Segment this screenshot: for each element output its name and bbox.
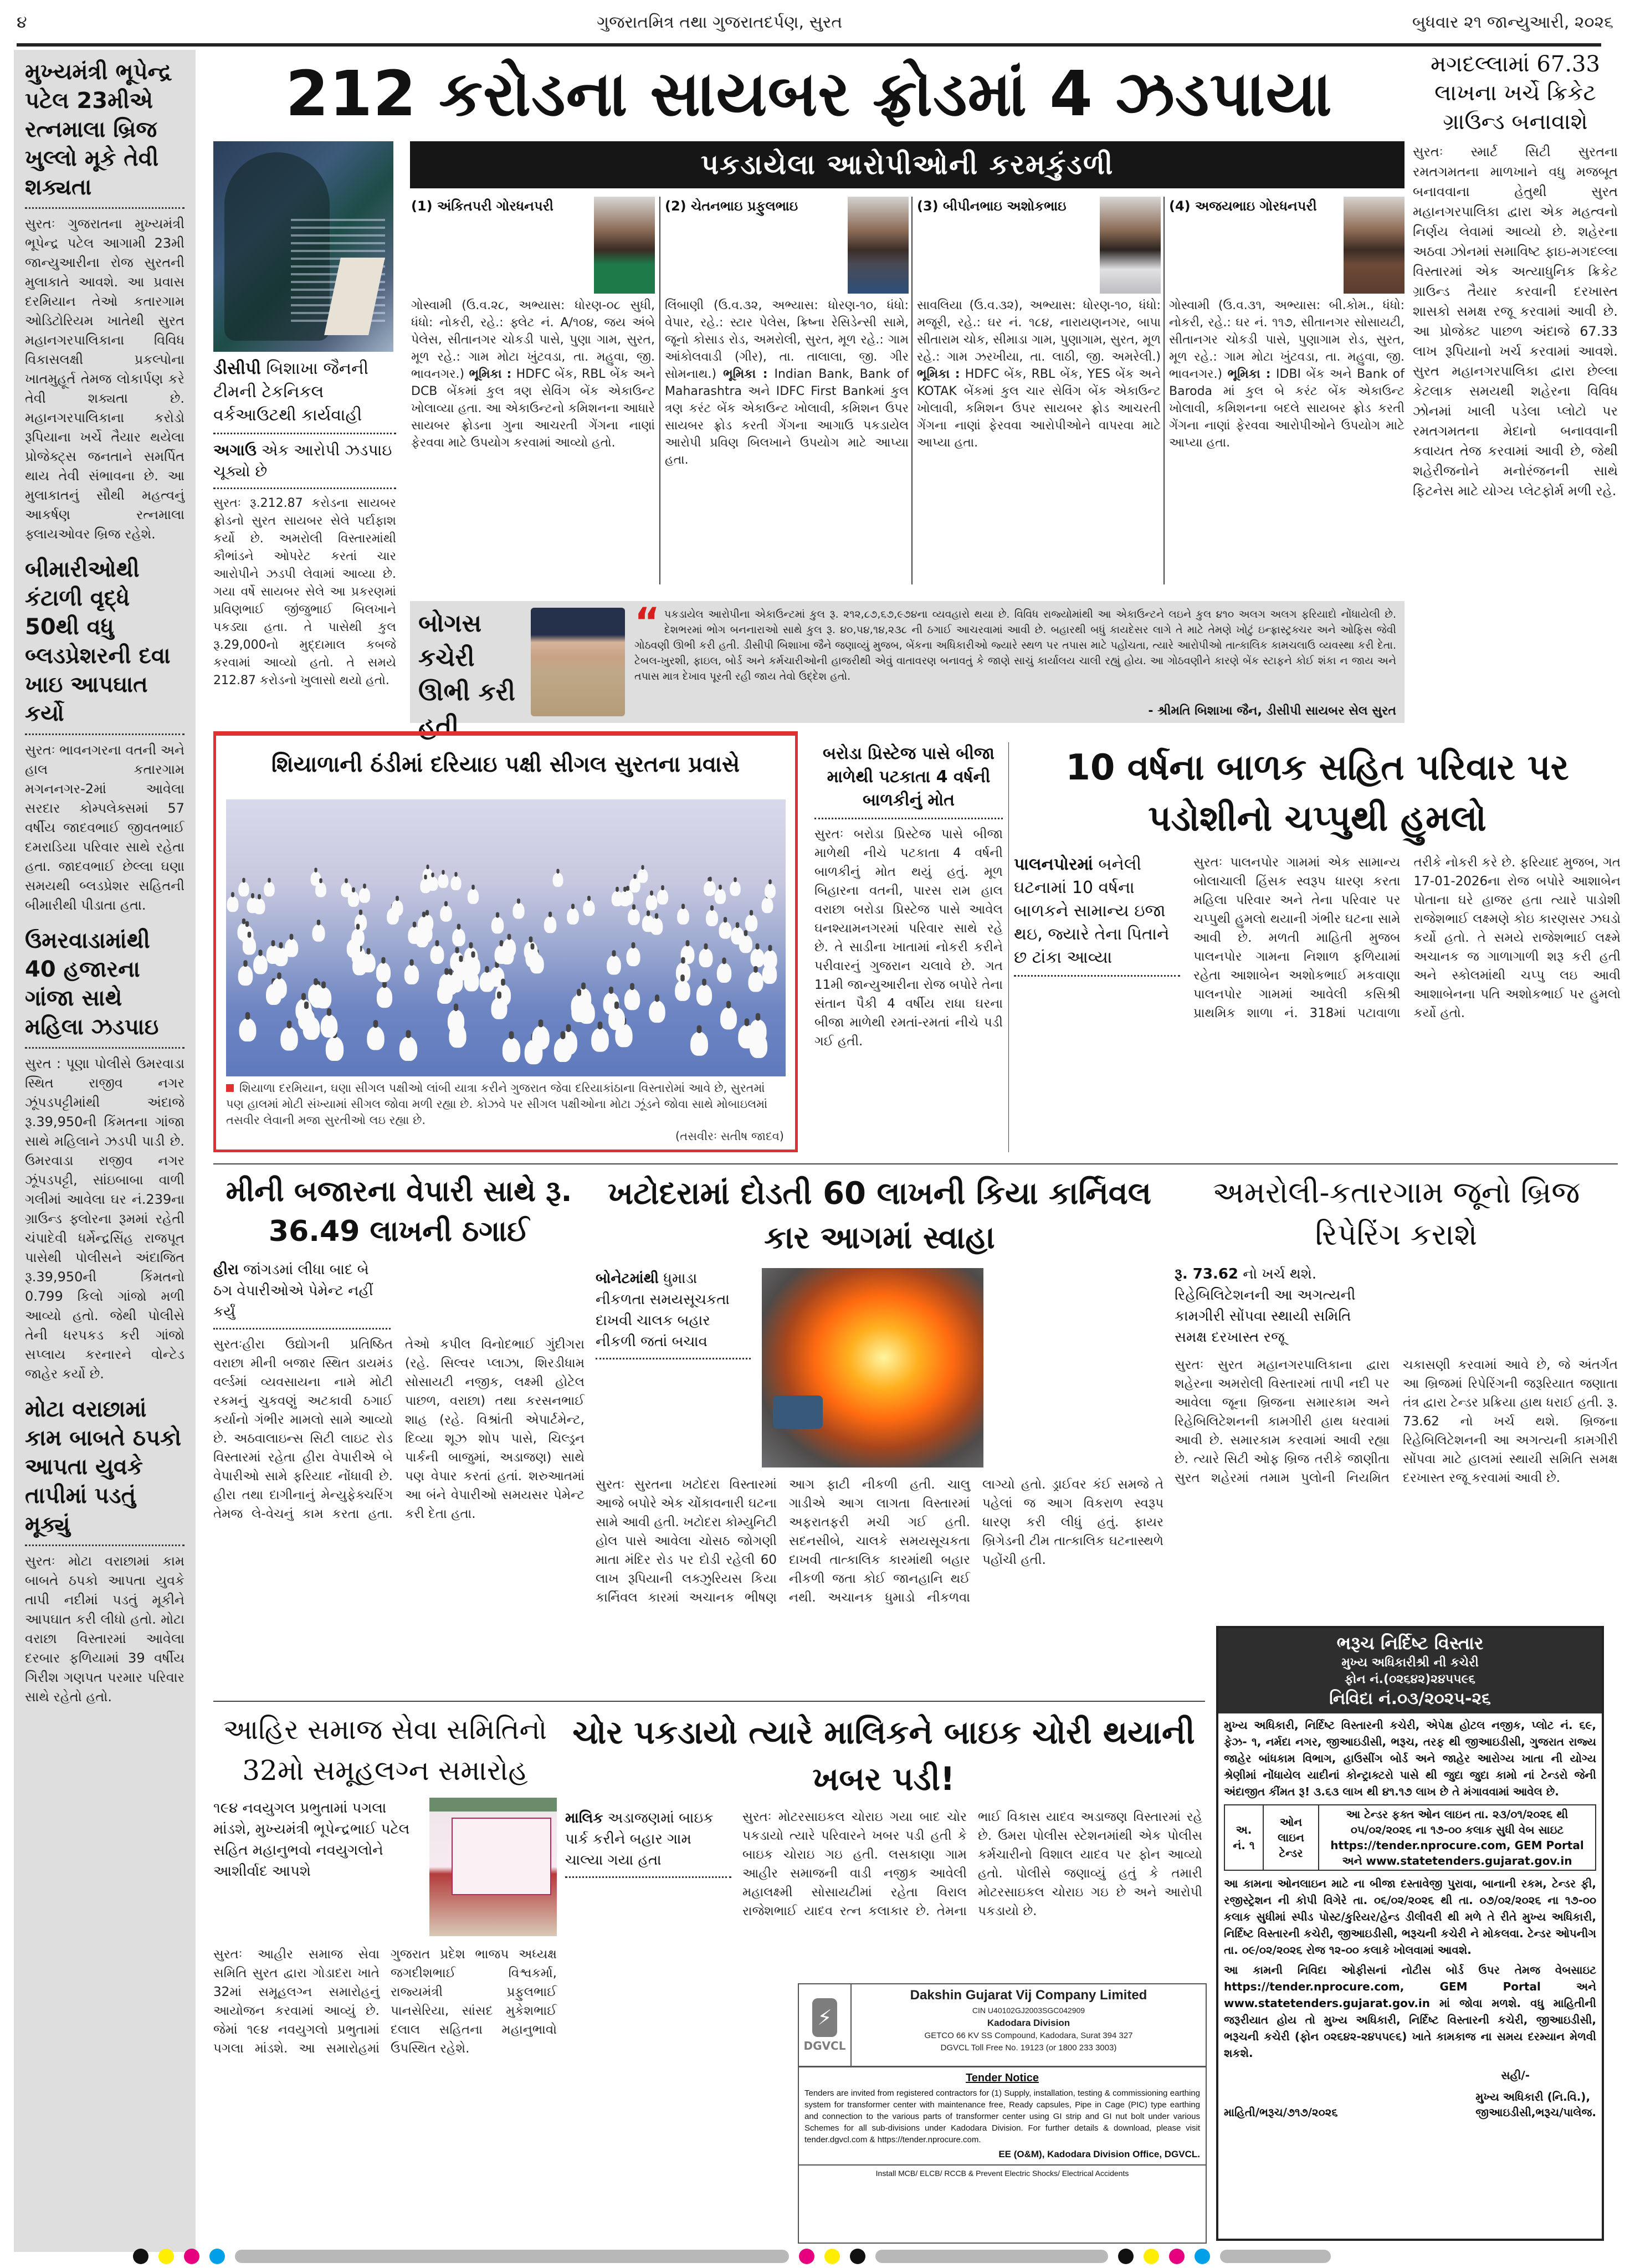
divider <box>596 1358 751 1359</box>
seagull-bird <box>238 966 253 986</box>
seagull-bird <box>285 938 298 957</box>
seagull-bird <box>677 908 689 925</box>
seagull-bird <box>376 962 391 982</box>
baroda-headline: બરોડા પ્રિસ્ટેજ પાસે બીજા માળેથી પટકાતા 4 વર્ષની બાળકીનું મોત <box>822 744 995 810</box>
seagull-bird <box>715 889 726 904</box>
seagull-bird <box>466 956 480 976</box>
seagull-bird <box>439 973 454 994</box>
seagull-bird <box>253 955 268 974</box>
seagull-bird <box>391 900 403 916</box>
divider <box>25 1545 184 1546</box>
reg-black <box>133 2249 148 2264</box>
seagull-bird <box>612 891 623 906</box>
family-headline: 10 વર્ષના બાળક સહિત પરિવાર પર પડોશીનો ચપ્પુથી હુમલો <box>1065 747 1569 839</box>
seagull-bird <box>408 926 421 944</box>
seagull-bird <box>271 978 287 999</box>
seagull-bird <box>315 882 326 897</box>
role-text: HDFC બેંક, RBL બેંક, YES બેંક અને KOTAK બેંકમાં કુલ ચાર સેવિંગ બેંક એકાઉન્ટ ખોલાવી, કમિશન ઉપર સાયબર ફ્રોડ આચરતી ગેંગના નાણાં ફેરવવા આરોપીઓને વાપરવા માટે આપ્યા હતા. <box>917 367 1161 450</box>
seagull-bird <box>399 1036 417 1061</box>
lightning-icon: ⚡ <box>812 1998 837 2037</box>
divider <box>213 433 396 434</box>
deck-lead: બોનેટમાંથી <box>596 1270 659 1287</box>
seagull-photo-feature <box>213 731 798 1152</box>
safety-footer: Install MCB/ ELCB/ RCCB & Prevent Electric Shocks/ Electrical Accidents <box>799 2164 1206 2181</box>
issue-date: બુધવાર ૨૧ જાન્યુઆરી, ૨૦૨૬ <box>1412 12 1613 32</box>
reg-bar <box>1220 2250 1331 2263</box>
accused-photo <box>1344 197 1405 294</box>
caption-lead: ડીસીપી <box>213 359 261 378</box>
column-divider <box>1008 742 1009 1152</box>
seagull-bird <box>479 971 494 992</box>
seagull-bird <box>448 1009 464 1032</box>
tender-number: નિવિદા નં.૦૩/૨૦૨૫-૨૬ <box>1329 1689 1491 1708</box>
seagull-photo <box>226 799 786 1076</box>
seagull-bird <box>738 1024 755 1048</box>
quote-text: પકડાયેલ આરોપીના એકાઉન્ટમાં કુલ રૂ. ૨૧૨,૮૭,૬૭,૯૭૪ના વ્યવહારો થયા છે. વિવિધ રાજ્યોમાંથી આ એકાઉન્ટને લઇને કુલ ૪૧૦ અલગ અલગ ફરિયાદો નોંધાયેલી છે. દેશભરમાં ભોગ બનનારાઓ સાથે કુલ રૂ. ૪૦,૫૪,૧૪,૨૩૮ ની ઠગાઈ આચરવામાં આવી છે. બહારથી બધું કાયદેસર લાગે તે માટે તેમણે ખોટું ઇન્ફ્રાસ્ટ્રક્ચર અને ઓફિસ જેવી ગોઠવણી ઊભી કરી હતી. ડીસીપી બિશાખા જૈને જણાવ્યું મુજબ, બેંકના અધિકારીઓ જ્યારે સ્થળ પર તપાસ માટે પહોંચતા, ત્યારે આરોપીઓ તાત્કાલિક કામચલાઉ વ્યવસ્થા કરી દેતા. ટેબલ-ખુરશી, ફાઇલ, બોર્ડ અને કર્મચારીઓની હાજરીથી એવું વાતાવરણ બનાવતું કે જાણે સાચું કાર્યાલય ચાલી રહ્યું હોય. આ ગોઠવણીને કારણે બેંક સ્ટાફને કોઈ શંકા ન જાય અને તપાસ માત્ર દેખાવ પૂરતી રહી જાય તેવો ઉદ્દેશ હતો. <box>634 608 1396 683</box>
side-note-lead: અગાઉ <box>213 441 257 459</box>
seagull-bird <box>238 882 249 897</box>
reg-black <box>850 2249 865 2264</box>
seagull-bird <box>749 972 763 992</box>
reg-yellow <box>1144 2249 1159 2264</box>
seagull-bird <box>571 994 587 1016</box>
accused-card-3 <box>917 197 1161 596</box>
deck-text: જાંગડમાં લીધા બાદ બે ઠગ વેપારીઓએ પેમેન્ટ નહીં કર્યું <box>213 1261 373 1320</box>
quote-mark-icon: “ <box>634 599 660 645</box>
deck-text: ધુમાડા નીકળતા સમયસૂચકતા દાખવી ચાલક બહાર નીકળી જતાં બચાવ <box>596 1270 730 1350</box>
page-number: ૪ <box>17 12 27 32</box>
car-fire-photo <box>762 1268 983 1467</box>
company-name: Dakshin Gujarat Vij Company Limited <box>910 1988 1147 2003</box>
notice-body: Tenders are invited from registered contractors for (1) Supply, installation, testing & commissioning earthing system for transformer center with maintenance free, Ready capsules, Pipe in Cage (PIC) type earthing and connection to the various parts of transformer center using GI strip and GI nut bolt under various Schemes for all sub-divisions under Kadodara Division. For further details & download, please visit tender.dgvcl.com & https://tender.nprocure.com. <box>804 2089 1200 2144</box>
toll-free: DGVCL Toll Free No. 19123 (or 1800 233 3003) <box>940 2043 1117 2053</box>
reg-magenta <box>799 2249 814 2264</box>
seagull-bird <box>298 1007 315 1030</box>
seagull-bird <box>361 953 376 973</box>
seagull-caption <box>226 1080 784 1147</box>
baroda-story <box>814 742 1003 1152</box>
serial-cell: અ. નં. ૧ <box>1224 1805 1263 1870</box>
amroli-headline: અમરોલી-કતારગામ જૂનો બ્રિજ રિપેરિંગ કરાશે <box>1212 1175 1580 1252</box>
seagull-bird <box>351 928 365 946</box>
details-text: ગોસ્વામી (ઉ.વ.૩૧, અભ્યાસ: બી.કોમ., ધંધો: નોકરી, રહે.: ઘર નં. ૧૧૭, સીતાનગર સોસાયટી, સીતાનગર ચોકડી પાસે, પુણાગામ રોડ, સુરત, મૂળ રહે.: ગામ મોટા ખુંટવડા, તા. મહુવા, જી. ભાવનગર.) <box>1169 299 1405 381</box>
reg-yellow <box>824 2249 840 2264</box>
seagull-bird <box>359 887 370 903</box>
reg-bar <box>875 2250 1108 2263</box>
mini-bazar-body: સુરતઃહીરા ઉદ્યોગની પ્રતિષ્ઠિત વરાછા મીની બજાર સ્થિત ડાયમંડ વર્લ્ડમાં વ્યવસાયના નામે મોટી રકમનું ચુકવણું અટકાવી ઠગાઈ કર્યાનો ગંભીર મામલો સામે આવ્યો છે. અઠવાલાઇન્સ સિટી લાઇટ રોડ વિસ્તારમાં રહેતા હીરા વેપારીએ બે વેપારીઓ સામે ફરિયાદ નોંધાવી છે. હીરા તથા દાગીનાનું મેન્યુફેક્ચરિંગ તેમજ લે-વેચનું કામ કરતા હતા. તેઓ કપીલ વિનોદભાઈ ગુંદીગરા (રહે. સિલ્વર પ્લાઝા, શિરડીધામ સોસાયટી નજીક, લક્ષ્મી હોટેલ પાછળ, વરાછા) તથા કરસનભાઈ શાહ (રહે. વિશ્રાંતી એપાર્ટમેન્ટ, દિવ્યા શૂઝ શોપ પાસે, ચિલ્ડ્રન પાર્કની બાજુમાં, અડાજણ) સાથે પણ વેપાર કરતાં હતાં. શરુઆતમાં આ બંને વેપારીઓ સમયસર પેમેન્ટ કરી દેતા હતા. <box>213 1337 585 1521</box>
dcp-quote <box>634 599 1396 700</box>
seagull-bird <box>227 896 238 912</box>
seagull-bird <box>721 1007 737 1029</box>
main-headline: 212 કરોડના સાયબર ફ્રોડમાં 4 ઝડપાયા <box>285 58 1332 130</box>
accused-name: (1) અંકિતપરી ગોરધનપરી <box>411 198 553 214</box>
seagull-bird <box>512 902 524 919</box>
reference-no: માહિતી/ભરૂચ/૭૧૭/૨૦૨૬ <box>1224 2106 1338 2119</box>
notice-issuer: EE (O&M), Kadodara Division Office, DGVCL. <box>998 2149 1200 2159</box>
seagull-bird <box>264 882 275 897</box>
details-text: ગોસ્વામી (ઉ.વ.૨૮, અભ્યાસ: ધોરણ-૦૮ સુધી, ધંધો: નોકરી, રહે.: ફ્લેટ નં. A/૧૦૪, જય અંબે પેલેસ, સીતાનગર ચોકડી પાસે, પુણા ગામ, સુરત, મૂળ રહે.: ગામ મોટા ખુંટવડા, તા. મહુવા, જી. ભાવનગર.) <box>411 299 655 381</box>
seagull-bird <box>316 987 331 1009</box>
bike-theft-story <box>565 1709 1202 1978</box>
seagull-bird <box>765 883 776 898</box>
tender-docs: આ કામના ઓનલાઇન માટે ના બીજા દસ્તાવેજી પુરાવા, બાનાની રકમ, ટેન્ડર ફી, રજીસ્ટ્રેશન ની કોપી વિગેરે તા. ૦૬/૦૨/૨૦૨૬ થી તા. ૦૭/૦૨/૨૦૨૬ ના ૧૭-૦૦ કલાક સુધીમાં સ્પીડ પોસ્ટ/કુરિયર/હેન્ડ ડીલીવરી થી મળે તે રીતે મુખ્ય અધિકારી, નિર્દિષ્ટ વિસ્તારની કચેરી, જીઆઇડીસી, ભરૂચની કચેરી ને મોકલવા. ટેન્ડર ઓપનીગ તા. ૦૯/૦૨/૨૦૨૬ રોજ ૧૨-૦૦ કલાકે ખોલવામાં આવશે. <box>1224 1877 1596 1957</box>
signatory-role: મુખ્ય અધિકારી (નિ.વિ.), <box>1475 2090 1591 2103</box>
deck-text: બનેલી ઘટનામાં 10 વર્ષના બાળકને સામાન્ય ઇજા થઇ, જ્યારે તેના પિતાને છ ટાંકા આવ્યા <box>1014 855 1170 967</box>
deck-lead: માલિક <box>565 1810 603 1826</box>
notice-title: ભરૂચ નિર્દિષ્ટ વિસ્તાર <box>1336 1633 1484 1654</box>
suicide-headline: બીમારીઓથી કંટાળી વૃદ્ધે 50થી વધુ બ્લડપ્રેશરની દવા ખાઇ આપઘાત કર્યો <box>25 557 171 726</box>
seagull-bird <box>608 1007 625 1030</box>
seagull-bird <box>592 1028 609 1052</box>
column-divider <box>1163 197 1165 584</box>
seagull-bird <box>427 876 438 891</box>
divider <box>25 1047 184 1049</box>
seagull-bird <box>730 881 741 896</box>
ahir-body: સુરતઃ આહીર સમાજ સેવા સમિતિ સુરત દ્વારા ગોડાદરા ખાતે 32માં સમૂહલગ્ન સમારોહનું આયોજન કરવામાં આવ્યું છે. જેમાં ૧૯૪ નવયુગલો પ્રભુતામાં પગલા માંડશે. આ સમારોહમાં ગુજરાત પ્રદેશ ભાજપ અધ્યક્ષ જગદીશભાઈ વિશ્વકર્મા, રાજ્યમંત્રી પ્રફુલભાઈ પાનસેરિયા, સાંસદ મુકેશભાઈ દલાલ સહિતના મહાનુભાવો ઉપસ્થિત રહેશે. <box>213 1947 557 2056</box>
suicide-body: સુરતઃ ભાવનગરના વતની અને હાલ કતારગામ મગનનગર-2માં આવેલા સરદાર કોમ્પલેક્સમાં 57 વર્ષીય જાદવભાઈ જીવતભાઈ દમરાડિયા પરિવાર સાથે રહેતા હતા. જાદવભાઈ છેલ્લા ઘણા સમયથી બ્લડપ્રેશર સહિતની બીમારીથી પીડાતા હતા. <box>25 742 184 913</box>
cm-bridge-body: સુરતઃ ગુજરાતના મુખ્યમંત્રી ભૂપેન્દ્ર પટેલ આગામી 23મી જાન્યુઆરીના રોજ સુરતની મુલાકાતે આવશે. આ પ્રવાસ દરમિયાન તેઓ કતારગામ ઓડિટોરિયમ ખાતેથી સુરત મહાનગરપાલિકાના વિવિધ વિકાસલક્ષી પ્રકલ્પોના ખાતમુહૂર્ત તેમજ લોકાર્પણ કરે તેવી શક્યતા છે. મહાનગરપાલિકાના કરોડો રૂપિયાના ખર્ચે તૈયાર થયેલા પ્રોજેક્ટ્સ જનતાને સમર્પિત થાય તેવી સંભાવના છે. આ મુલાકાતનું સૌથી મહત્વનું આકર્ષણ રત્નમાલા ફ્લાયઓવર બ્રિજ રહેશે. <box>25 216 184 542</box>
details-text: સાવલિયા (ઉ.વ.૩૨), અભ્યાસ: ધોરણ-૧૦, ધંધો: મજૂરી, રહે.: ઘર નં. ૧૮૪, નારાયણનગર, બાપા સીતારામ ચોક, સીમાડા ગામ, પુણાગામ, સુરત, મૂળ રહે.: ગામ ઝરખીયા, તા. લાઠી, જી. અમરેલી.) <box>917 299 1161 364</box>
divider <box>565 1876 731 1878</box>
cin: CIN U40102GJ2003SGC042909 <box>972 2006 1085 2015</box>
reg-cyan <box>209 2249 225 2264</box>
seagull-bird <box>705 881 716 896</box>
reg-magenta <box>184 2249 199 2264</box>
accused-photo <box>594 197 655 294</box>
seagull-bird <box>503 1038 520 1062</box>
theft-headline: ચોર પકડાયો ત્યારે માલિકને બાઇક ચોરી થયાની ખબર પડી! <box>572 1713 1195 1798</box>
divider <box>213 1328 391 1330</box>
seagull-bird <box>624 989 640 1010</box>
accused-card-4 <box>1169 197 1405 596</box>
seagull-bird <box>719 921 731 938</box>
mini-bazar-story <box>213 1172 585 1695</box>
header-rule <box>17 43 1601 47</box>
ahir-headline: આહિર સમાજ સેવા સમિતિનો 32મો સમૂહલગ્ન સમારોહ <box>223 1713 547 1787</box>
seagull-bird <box>554 1038 572 1062</box>
seagull-bird <box>438 874 449 888</box>
seagull-title: શિયાળાની ઠંડીમાં દરિયાઇ પક્ષી સીગલ સુરતના પ્રવાસે <box>271 752 740 777</box>
quote-signature: - શ્રીમતિ બિશાખા જૈન, ડીસીપી સાયબર સેલ સુરત <box>1148 704 1396 718</box>
seagull-bird <box>430 945 444 964</box>
details-text: લિંબાણી (ઉ.વ.૩૨, અભ્યાસ: ધોરણ-૧૦, ધંધો: વેપાર, રહે.: સ્ટાર પેલેસ, ક્રિષ્ના રેસિડેન્સી સામે, જૂનો કોસાડ રોડ, અમરોલી, સુરત, મૂળ રહે.: ગામ આંકોલવાડી (ગીર), તા. તાલાલા, જી. ગીર સોમનાથ.) <box>665 299 909 381</box>
divider <box>25 207 184 209</box>
khatodara-body: સુરતઃ સુરતના ખટોદરા વિસ્તારમાં આજે બપોરે એક ચોંકાવનારી ઘટના સામે આવી હતી. ખટોદરા કોમ્યુનિટી હોલ પાસે આવેલા ચોસઠ જોગણી માતા મંદિર રોડ પર દોડી રહેલી 60 લાખ રૂપિયાની લક્ઝુરિયસ કિયા કાર્નિવલ કારમાં અચાનક ભીષણ આગ ફાટી નીકળી હતી. ચાલુ ગાડીએ આગ લાગતા વિસ્તારમાં અફરાતફરી મચી ગઈ હતી. સદનસીબે, ચાલકે સમયસૂચકતા દાખવી તાત્કાલિક કારમાંથી બહાર નીકળી જતા કોઈ જાનહાનિ થઈ નથી. અચાનક ધુમાડો નીકળવા લાગ્યો હતો. ડ્રાઈવર કંઈ સમજે તે પહેલાં જ આગ વિકરાળ સ્વરૂપ ધારણ કરી લીધું હતું. ફાયર બ્રિગેડની ટીમ તાત્કાલિક ઘટનાસ્થળે પહોંચી હતી. <box>596 1477 1163 1605</box>
baroda-body: સુરતઃ બરોડા પ્રિસ્ટેજ પાસે બીજા માળેથી નીચે પટકાતા 4 વર્ષની બાળકીનું મોત થયું હતું. મૂળ બિહારના વતની, પારસ રામ હાલ વરાછા બરોડા પ્રિસ્ટેજ પાસે આવેલ ઘનશ્યામનગરમાં પરિવાર સાથે રહે છે. તે સાડીના ખાતામાં નોકરી કરીને પરીવારનું ગુજરાન ચલાવે છે. ગત 11મી જાન્યુઆરીના રોજ બપોરે તેના સંતાન પૈકી 4 વર્ષીય રાધા ઘરના બીજા માળેથી રમતાં-રમતાં નીચે પડી ગઈ હતી. <box>814 827 1003 1049</box>
family-deck <box>1014 853 1180 1130</box>
seagull-bird <box>468 889 479 904</box>
deck-text: અડાજણમાં બાઇક પાર્ક કરીને બહાર ગામ ચાલ્યા ગયા હતા <box>565 1810 714 1869</box>
seagull-bird <box>761 897 773 914</box>
dcp-photo <box>531 608 625 716</box>
seagull-bird <box>696 984 712 1005</box>
seagull-bird <box>739 935 752 953</box>
tapi-body: સુરતઃ મોટા વરાછામાં કામ બાબતે ઠપકો આપતા યુવકે તાપી નદીમાં પડતું મૂકીને આપઘાત કરી લીધો હતો. મોટા વરાછા વિસ્તારમાં આવેલા દરબાર ફળિયામાં 39 વર્ષીય ગિરીશ ગણપત પરમાર પરિવાર સાથે રહેતો હતો. <box>25 1553 184 1705</box>
bullet-square-icon <box>226 1084 234 1092</box>
photo-credit: (તસવીરઃ સતીષ જાદવ) <box>675 1130 784 1143</box>
column-divider <box>911 197 913 584</box>
seagull-bird <box>526 948 540 967</box>
seagull-bird <box>675 980 690 1001</box>
theft-body: સુરતઃ મોટરસાઇકલ ચોરાઇ ગયા બાદ ચોર પકડાયો ત્યારે પરિવારને ખબર પડી હતી કે બાઇક ચોરાઇ ગઇ હતી. લસકાણા ગામ આહીર સમાજની વાડી નજીક આવેલી મહાલક્ષ્મી સોસાયટીમાં રહેતા વિરાલ રાજેશભાઈ યાદવ રત્ન કલાકાર છે. તેમના ભાઈ વિકાસ યાદવ અડાજણ વિસ્તારમાં રહે છે. ઉમરા પોલીસ સ્ટેશનમાંથી એક પોલીસ કર્મચારીનો વિશાલ યાદવ પર ફોન આવ્યો હતો. પોલીસે જણાવ્યું હતું કે તમારી મોટરસાઇકલ ચોરાઇ ગઇ છે અને આરોપી પકડાયો છે. <box>742 1810 1202 1918</box>
quote-box-title: બોગસ કચેરી ઊભી કરી હતી <box>418 609 515 741</box>
seagull-bird <box>377 987 392 1008</box>
divider <box>1014 975 1180 977</box>
ganja-headline: ઉમરવાડામાંથી 40 હજારના ગાંજા સાથે મહિલા ઝડપાઇ <box>25 928 159 1040</box>
mini-bazar-headline: મીની બજારના વેપારી સાથે રૂ. 36.49 લાખની ઠગાઈ <box>225 1175 572 1248</box>
division: Kadodara Division <box>987 2018 1070 2028</box>
amroli-bridge-story <box>1175 1172 1618 1615</box>
dcp-quote-box <box>410 599 1405 741</box>
ganja-body: સુરત : પૂણા પોલીસે ઉમરવાડા સ્થિત રાજીવ નગર ઝૂંપડપટ્ટીમાંથી અંદાજે રૂ.39,950ની કિંમતના ગાંજા સાથે મહિલાને ઝડપી પાડી છે. ઉમરવાડા રાજીવ નગર ઝૂંપડપટ્ટી, સાંઇબાબા વાળી ગલીમાં આવેલા ઘર નં.239ના ગ્રાઉન્ડ ફ્લોરના રૂમમાં રહેતી ચંપાદેવી ધર્મેન્દ્રસિંહ રાજપૂત પાસેથી પોલીસને અંદાજિત રૂ.39,950ની કિંમતનો 0.799 કિલો ગાંજો મળી આવ્યો હતો. જેથી પોલીસે તેની ધરપકડ કરી ગાંજો સપ્લાય કરનારને વોન્ટેડ જાહેર કર્યો છે. <box>25 1056 184 1382</box>
seagull-bird <box>627 947 640 966</box>
seagull-bird <box>532 1026 549 1050</box>
seagull-bird <box>717 963 731 983</box>
schedule-cell: આ ટેન્ડર ફક્ત ઓન લાઇન તા. ૨૩/૦૧/૨૦૨૬ થી ૦૫/૦૨/૨૦૨૬ ના ૧૭-૦૦ કલાક સુધી વેબ સાઇટ https://tender.nprocure.com, GEM Portal અને www.statetenders.gujarat.gov.in <box>1319 1805 1596 1870</box>
seagull-bird <box>326 1036 344 1061</box>
role-text: IDBI બેંક અને Bank of Baroda માં કુલ બે કરંટ બેંક એકાઉન્ટ ખોલાવી, કમિશનના બદલે સાયબર ફ્રોડ કરતી ગેંગના નાણાં ફેરવવા આરોપીઓને ઉપયોગ માટે આપ્યા હતા. <box>1169 367 1405 450</box>
accused-name: (3) બીપીનભાઇ અશોકભાઇ <box>917 198 1067 214</box>
office-phone: ફોન નં.(૦૨૬૪૨)૨૪૫૫૯૬ <box>1345 1672 1475 1686</box>
seagull-bird <box>657 889 668 905</box>
role-text: Indian Bank, Bank of Maharashtra અને IDFC First Bankમાં કુલ ત્રણ કરંટ બેંક એકાઉન્ટ ખોલાવી, કમિશન ઉપર સાયબર ફ્રોડ કરતી ગેંગના આગાઉ પકડાયેલ આરોપી પ્રવિણ બિલખાને ઉપયોગ માટે આપ્યા હતા. <box>665 367 909 467</box>
reg-cyan <box>1195 2249 1210 2264</box>
seagull-bird <box>607 956 621 975</box>
seagull-bird <box>649 1000 665 1023</box>
accused-photo <box>1100 197 1161 294</box>
cyber-fraud-photo <box>213 141 393 352</box>
khatodara-headline: ખટોદરામાં દોડતી 60 લાખની કિયા કાર્નિવલ કાર આગમાં સ્વાહા <box>608 1176 1151 1256</box>
seagull-bird <box>243 936 256 955</box>
seagull-bird <box>239 1018 257 1041</box>
seagull-bird <box>553 873 563 887</box>
seagull-bird <box>341 882 352 897</box>
family-attack-story <box>1014 742 1621 1155</box>
tender-table <box>1224 1804 1596 1871</box>
reg-black <box>1118 2249 1134 2264</box>
seagull-bird <box>699 948 713 967</box>
accused-details <box>665 297 909 469</box>
cm-bridge-headline: મુખ્યમંત્રી ભૂપેન્દ્ર પટેલ 23મીએ રત્નમાલા બ્રિજ ખુલ્લો મૂકે તેવી શક્યતા <box>25 59 172 200</box>
print-registration-marks <box>133 2248 1331 2265</box>
divider <box>213 488 396 489</box>
signatory-place: જીઆઇડીસી,ભરૂચ/પાલેજ. <box>1475 2106 1596 2119</box>
seagull-bird <box>646 895 658 910</box>
cricket-headline: મગદલ્લામાં 67.33 લાખના ખર્ચે ક્રિકેટ ગ્રાઉન્ડ બનાવાશે <box>1431 52 1600 135</box>
address: GETCO 66 KV SS Compound, Kadodara, Surat 394 327 <box>924 2031 1133 2040</box>
side-note: એક આરોપી ઝડપાઇ ચૂક્યો છે <box>213 441 392 480</box>
logo-text: DGVCL <box>803 2039 846 2053</box>
accused-details <box>1169 297 1405 451</box>
dgvcl-logo <box>799 1984 852 2066</box>
seagull-bird <box>750 948 764 967</box>
tapi-headline: મોટા વરાછામાં કામ બાબતે ઠપકો આપતા યુવકે તાપીમાં પડતું મૂક્યું <box>25 1397 182 1537</box>
seagull-bird <box>440 905 452 921</box>
accused-name: (2) ચેતનભાઇ પ્રફુલભાઇ <box>665 198 798 214</box>
deck-lead: રૂ. 73.62 <box>1175 1266 1239 1282</box>
accused-card-2 <box>665 197 909 596</box>
caption-text: શિયાળા દરમિયાન, ઘણા સીગલ પક્ષીઓ લાંબી યાત્રા કરીને ગુજરાત જેવા દરિયાકાંઠાના વિસ્તારોમાં આવે છે, સુરતમાં પણ હાલમાં મોટી સંખ્યામાં સીગલ જોવા મળી રહ્યા છે. કોઝવે પર સીગલ પક્ષીઓના મોટા ઝૂંડને જોવા સાથે મોબાઇલમાં તસવીર લેવાની મજા સુરતીઓ લઇ રહ્યા છે. <box>226 1081 768 1127</box>
seagull-bird <box>312 924 325 942</box>
role-label: ભૂમિકા : <box>917 367 960 381</box>
tender-intro: મુખ્ય અધિકારી, નિર્દિષ્ટ વિસ્તારની કચેરી, એપેક્ષ હોટલ નજીક, પ્લોટ નં. ૬૯, ફેઝ- ૧, નર્મદા નગર, જીઆઇડીસી, ભરૂચ, તરફ થી જીઆઇડીસી, ગુજરાત રાજ્ય જાહેર બાંધકામ વિભાગ, હાઉસીંગ બોર્ડ અને જાહેર આરોગ્ય ખાતા ની યોગ્ય શ્રેણીમાં નોંધાયેલ યાદીનાં કોન્ટ્રાક્ટરો પાસે થી જુદા જુદા કામો નાં ટેન્ડરો જેની અંદાજીત કીંમત રૂ! ૩.૬૩ લાખ થી ૪૧.૧૭ લાખ છે તે મંગાવવામાં આવેલ છે. <box>1224 1718 1596 1798</box>
wedding-event-photo <box>429 1798 557 1936</box>
office-name: મુખ્ય અધિકારીશ્રી ની કચેરી <box>1341 1656 1479 1670</box>
section-rule <box>213 1163 1618 1164</box>
seagull-bird <box>583 900 595 916</box>
caption-text: બિશાખા જૈનની ટીમની ટેકનિકલ વર્કઆઉટથી કાર્યવાહી <box>213 359 369 425</box>
amroli-body: સુરતઃ સુરત મહાનગરપાલિકાના દ્વારા શહેરના અમરોલી વિસ્તારમાં તાપી નદી પર આવેલા જૂના બ્રિજના સમારકામ અને રિહેબિલિટેશનની કામગીરી હાથ ધરવામાં આવી છે. સમારકામ કરવામાં આવી રહ્યા છે. ત્યારે સિટી ઓફ બ્રિજ તરીકે જાણીતા સુરત શહેરમાં તમામ પુલોની નિયમિત ચકાસણી કરવામાં આવે છે, જે અંતર્ગત આ બ્રિજમાં રિપેરિંગની જરૂરિયાત જણાતા તંત્ર દ્વારા ટેન્ડર પ્રક્રિયા હાથ ધરાઈ હતી. રૂ. 73.62 નો ખર્ચ થશે. બ્રિજના રિહેબિલિટેશનની આ અગત્યની કામગીરી સોંપવા માટે હાલમાં સ્થાયી સમિતિ સમક્ષ દરખાસ્ત રજૂ કરવામાં આવી છે. <box>1175 1358 1618 1485</box>
notice-title: Tender Notice <box>966 2072 1039 2084</box>
fraud-body: સુરતઃ રૂ.212.87 કરોડના સાયબર ફ્રોડનો સુરત સાયબર સેલે પર્દાફાશ કર્યો છે. અમરોલી વિસ્તારમાંથી કૌભાંડને ઓપરેટ કરતાં ચાર આરોપીને ઝડપી લેવામાં આવ્યા છે. ગયા વર્ષે સાયબર સેલે આ પ્રકરણમાં પ્રવિણભાઈ જીંજુભાઈ બિલખાને પકડ્યા હતા. તે પાસેથી કુલ રૂ.29,000નો મુદ્દામાલ કબજે કરવામાં આવ્યો હતો. તે સમયે 212.87 કરોડનો ખુલાસો થયો હતો. <box>213 496 396 687</box>
ahir-deck: ૧૯૪ નવયુગલ પ્રભુતામાં પગલા માંડશે, મુખ્યમંત્રી ભૂપેન્દ્રભાઈ પટેલ સહિત મહાનુભવો નવયુગલોને આશીર્વાદ આપશે <box>213 1800 410 1880</box>
accused-banner: પકડાયેલા આરોપીઓની કરમકુંડળી <box>410 141 1405 188</box>
seagull-bird <box>247 897 258 913</box>
role-text: HDFC બેંક, RBL બેંક અને DCB બેંકમાં કુલ ત્રણ સેવિંગ બેંક એકાઉન્ટ ખોલાવ્યા હતા. આ એકાઉન્ટનો કમિશનના આધારે સાયબર ફ્રોડના ગુના આચરતી ગેંગના નાણાં ફેરવવા માટે ઉપયોગ કરવામાં આવ્યો હતો. <box>411 367 655 450</box>
seagull-bird <box>544 916 556 933</box>
type-cell: ઓન લાઇન ટેન્ડર <box>1263 1805 1319 1870</box>
accused-details <box>917 297 1161 451</box>
divider <box>814 818 1003 819</box>
divider <box>25 733 184 735</box>
reg-yellow <box>158 2249 174 2264</box>
page-header <box>17 6 1613 39</box>
seagull-bird <box>642 915 654 932</box>
seagull-bird <box>280 1027 298 1051</box>
seagull-bird <box>629 878 640 892</box>
left-sidebar <box>14 50 196 2252</box>
dgvcl-tender-ad <box>798 1983 1207 2244</box>
seagull-bird <box>628 909 640 925</box>
khatodara-story <box>596 1172 1163 1695</box>
signature: સહી/- <box>1501 2069 1530 2082</box>
tender-info: આ કામની નિવિદા ઓફીસનાં નોટીસ બોર્ડ ઉપર તેમજ વેબસાઇટ https://tender.nprocure.com, GEM Portal અને www.statetenders.gujarat.gov.in માં જોવા મળશે. વધુ માહિતીની જરૂરીયાત હોય તો મુખ્ય અધિકારી, નિર્દિષ્ટ વિસ્તારની કચેરી, જીઆઇડીસી, ભરૂચની કચેરી (ફોન ૦૨૬૪૨-૨૪૫૫૯૬) ખાતે કામકાજ ના સમય દરમ્યાન મેળવી શકશે. <box>1224 1963 1596 2060</box>
seagull-bird <box>763 950 777 969</box>
column-divider <box>659 197 660 584</box>
photo-caption <box>213 357 396 723</box>
deck-text: નો ખર્ચ થશે. રિહેબિલિટેશનની આ અગત્યની કામગીરી સોંપવા સ્થાયી સમિતિ સમક્ષ દરખાસ્ત રજૂ <box>1175 1266 1356 1346</box>
deck-lead: હીરા <box>213 1261 239 1278</box>
seagull-bird <box>491 997 508 1019</box>
role-label: ભૂમિકા : <box>469 367 512 381</box>
seagull-bird <box>452 928 465 946</box>
seagull-bird <box>690 1032 708 1056</box>
seagull-bird <box>450 876 461 890</box>
seagull-bird <box>567 908 580 925</box>
accused-photo <box>848 197 909 294</box>
ahir-samaj-story <box>213 1709 557 2246</box>
seagull-bird <box>404 964 419 984</box>
paper-name: ગુજરાતમિત્ર તથા ગુજરાતદર્પણ, સુરત <box>597 12 843 32</box>
seagull-bird <box>266 945 280 964</box>
section-rule <box>213 1701 1205 1702</box>
family-body: સુરતઃ પાલનપોર ગામમાં એક સામાન્ય બોલાચાલી હિંસક સ્વરૂપ ધારણ કરતા મહિલા પરિવાર અને તેના પરિવાર પર ચપ્પુથી હુમલો થયાની ગંભીર ઘટના સામે આવી છે. મળતી માહિતી મુજબ પાલનપોર ગામના નિશાળ ફળિયામાં રહેતા આશાબેન અશોકભાઈ મકવાણા પાલનપોર ગામમાં આવેલી કસિશ્રી પ્રાથમિક શાળા નં. 318માં પટાવાળા તરીકે નોકરી કરે છે. ફરિયાદ મુજબ, ગત 17-01-2026ના રોજ બપોરે આશાબેન પોતાના ઘરે હાજર હતા ત્યારે પાડોશી રાજેશભાઈ લક્ષ્મણે કોઇ કારણસર ઝઘડો કર્યો હતો. તે સમયે રાજેશભાઈ લક્ષ્મે અચાનક જ ગાળાગાળી શરૂ કરી હતી અને સ્કોલમાંથી ચપ્પુ લઇ આવી આશાબેનના પતિ અશોકભાઈ પર હુમલો કર્યો હતો. <box>1193 855 1621 1020</box>
seagull-bird <box>367 1026 384 1050</box>
seagull-bird <box>321 1014 338 1038</box>
seagull-bird <box>706 910 718 926</box>
role-label: ભૂમિકા : <box>1227 367 1271 381</box>
seagull-bird <box>503 938 516 957</box>
cricket-body: સુરતઃ સ્માર્ટ સિટી સુરતના રમતગમતના માળખાને વધુ મજબૂત બનાવવાના હેતુથી સુરત મહાનગરપાલિકા દ્વારા એક મહત્વનો નિર્ણય લેવામાં આવ્યો છે. શહેરના અઠવા ઝોનમાં સમાવિષ્ટ ફાઇ-મગદલ્લા વિસ્તારમાં એક અત્યાધુનિક ક્રિકેટ ગ્રાઉન્ડ તૈયાર કરવાની દરખાસ્ત શાસકો સમક્ષ રજૂ કરવામાં આવી છે. આ પ્રોજેક્ટ પાછળ અંદાજે 67.33 લાખ રૂપિયાનો ખર્ચ કરવામાં આવશે. સુરત મહાનગરપાલિકા દ્વારા છેલ્લા કેટલાક સમયથી શહેરના વિવિધ ઝોનમાં ખાલી પડેલા પ્લોટો પર રમતગમતના મેદાનો બનાવવાની કવાયત તેજ કરવામાં આવી છે, જેથી શહેરીજનોને મનોરંજનની સાથે ફિટનેસ માટે યોગ્ય પ્લેટફોર્મ મળી રહે. <box>1413 144 1618 499</box>
gidc-tender-notice <box>1216 1626 1604 2241</box>
accused-name: (4) અજયભાઇ ગોરધનપરી <box>1169 198 1317 214</box>
seagull-bird <box>491 917 503 934</box>
role-label: ભૂમિકા : <box>723 367 768 381</box>
reg-bar <box>235 2250 789 2263</box>
accused-details <box>411 297 655 451</box>
reg-magenta <box>1169 2249 1185 2264</box>
seagull-bird <box>745 915 757 932</box>
cricket-ground-story <box>1413 50 1618 742</box>
deck-lead: પાલનપોરમાં <box>1014 855 1093 874</box>
accused-card-1 <box>411 197 655 596</box>
